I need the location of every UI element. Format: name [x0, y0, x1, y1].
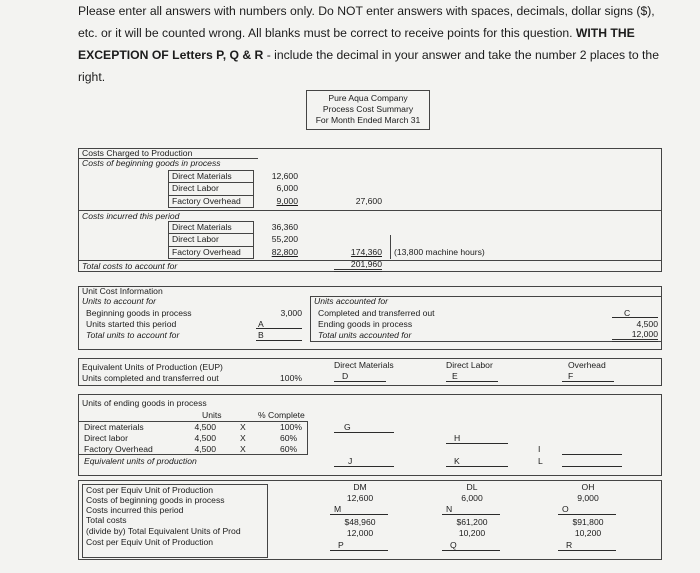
company-name: Pure Aqua Company	[328, 93, 408, 103]
eup-blank-f[interactable]: F	[568, 371, 574, 381]
total-units-label: Total units to account for	[86, 330, 180, 340]
equiv-units-label: Equivalent units of production	[84, 456, 197, 466]
cpu-dm-total: $48,960	[344, 517, 376, 527]
report-period: For Month Ended March 31	[315, 115, 421, 125]
beginning-dm-value: 12,600	[271, 171, 298, 181]
cpu-dl-beginning: 6,000	[461, 493, 483, 503]
incurred-dm-label: Direct Materials	[172, 222, 232, 232]
incurred-oh-label: Factory Overhead	[172, 247, 241, 257]
ending-units-title: Units of ending goods in process	[82, 398, 207, 408]
cpu-blank-o[interactable]: O	[562, 504, 569, 514]
beginning-units-label: Beginning goods in process	[86, 308, 192, 318]
beginning-total: 27,600	[355, 196, 382, 206]
col-direct-materials: Direct Materials	[334, 360, 394, 370]
blank-k[interactable]: K	[454, 456, 460, 466]
beginning-oh-value: 9,000	[276, 196, 298, 206]
costs-charged-title: Costs Charged to Production	[82, 148, 193, 158]
end-oh-x: X	[240, 444, 246, 454]
cpu-title: Cost per Equiv Unit of Production	[86, 485, 214, 495]
units-started-label: Units started this period	[86, 319, 177, 329]
cpu-row-divide: (divide by) Total Equivalent Units of Prod	[86, 526, 241, 536]
end-dl-x: X	[240, 433, 246, 443]
cpu-blank-q[interactable]: Q	[450, 540, 457, 550]
eup-title: Equivalent Units of Production (EUP)	[82, 362, 223, 372]
cpu-col-dm: DM	[353, 482, 367, 492]
end-dl-pct: 60%	[280, 433, 298, 443]
end-dm-x: X	[240, 422, 246, 432]
units-header: Units	[202, 410, 222, 420]
blank-g[interactable]: G	[344, 422, 351, 432]
blank-b-line	[256, 340, 302, 341]
cpu-row-beginning: Costs of beginning goods in process	[86, 495, 225, 505]
total-costs-value: 201,960	[334, 259, 382, 272]
incurred-dl-value: 55,200	[271, 234, 298, 244]
total-costs-label: Total costs to account for	[82, 261, 178, 271]
cpu-blank-n[interactable]: N	[446, 504, 453, 514]
blank-c-line	[612, 317, 658, 318]
cpu-dl-total: $61,200	[456, 517, 488, 527]
eup-blank-d[interactable]: D	[342, 371, 349, 381]
instructions-exception: WITH THE EXCEPTION OF Letters P, Q & R	[78, 26, 635, 62]
incurred-costs-label: Costs incurred this period	[82, 211, 180, 221]
cpu-col-oh: OH	[581, 482, 595, 492]
beginning-oh-label: Factory Overhead	[172, 196, 241, 206]
complete-header: % Complete	[258, 410, 305, 420]
unit-cost-title: Unit Cost Information	[82, 286, 163, 296]
units-accounted-label: Units accounted for	[314, 296, 389, 306]
cpu-row-cost-per-unit: Cost per Equiv Unit of Production	[86, 537, 214, 547]
total-units-blank-b[interactable]: B	[258, 330, 264, 340]
beginning-units-value: 3,000	[280, 308, 302, 318]
cpu-oh-beginning: 9,000	[577, 493, 599, 503]
ending-units-value: 4,500	[636, 319, 658, 329]
blank-j[interactable]: J	[348, 456, 353, 466]
eup-completed-label: Units completed and transferred out	[82, 373, 219, 383]
completed-units-label: Completed and transferred out	[318, 308, 435, 318]
cpu-row-total: Total costs	[86, 515, 127, 525]
instructions-text: Please enter all answers with numbers only. Do NOT enter answers with spaces, decimals, dollar signs ($), etc. or it will be counted wrong. All blanks must be correct to receive points for this question.	[78, 4, 655, 40]
beginning-dl-label: Direct Labor	[172, 183, 219, 193]
end-dl-units: 4,500	[194, 433, 216, 443]
incurred-oh-value: 82,800	[271, 247, 298, 257]
blank-a-line	[256, 328, 302, 329]
col-overhead: Overhead	[568, 360, 606, 370]
process-cost-summary-sheet	[72, 90, 672, 573]
beginning-costs-label: Costs of beginning goods in process	[82, 158, 221, 168]
end-dl-label: Direct labor	[84, 433, 128, 443]
col-direct-labor: Direct Labor	[446, 360, 493, 370]
completed-units-blank-c[interactable]: C	[624, 308, 631, 318]
ending-units-label: Ending goods in process	[318, 319, 413, 329]
incurred-total: 174,360	[350, 247, 382, 257]
end-oh-pct: 60%	[280, 444, 298, 454]
total-accounted-value: 12,000	[612, 329, 658, 342]
blank-l[interactable]: L	[538, 456, 543, 466]
cpu-row-incurred: Costs incurred this period	[86, 505, 184, 515]
end-oh-units: 4,500	[194, 444, 216, 454]
report-title: Process Cost Summary	[322, 104, 414, 114]
end-dm-label: Direct materials	[84, 422, 144, 432]
units-started-blank-a[interactable]: A	[258, 319, 264, 329]
cpu-dm-beginning: 12,600	[346, 493, 374, 503]
machine-hours-note: (13,800 machine hours)	[394, 247, 485, 257]
cpu-oh-eup: 10,200	[574, 528, 602, 538]
end-dm-pct: 100%	[280, 422, 302, 432]
eup-completed-pct: 100%	[280, 373, 302, 383]
total-accounted-label: Total units accounted for	[318, 330, 412, 340]
cpu-dl-eup: 10,200	[458, 528, 486, 538]
cpu-oh-total: $91,800	[572, 517, 604, 527]
cpu-dm-eup: 12,000	[346, 528, 374, 538]
cpu-blank-p[interactable]: P	[338, 540, 344, 550]
end-dm-units: 4,500	[194, 422, 216, 432]
cpu-col-dl: DL	[466, 482, 478, 492]
cpu-blank-r[interactable]: R	[566, 540, 573, 550]
instructions-text-2: - include the decimal in your answer and take the number 2 places to the right.	[78, 48, 659, 84]
beginning-dl-value: 6,000	[276, 183, 298, 193]
incurred-dm-value: 36,360	[271, 222, 298, 232]
blank-i[interactable]: I	[538, 444, 541, 454]
incurred-dl-label: Direct Labor	[172, 234, 219, 244]
units-to-account-label: Units to account for	[82, 296, 157, 306]
beginning-dm-label: Direct Materials	[172, 171, 232, 181]
cpu-blank-m[interactable]: M	[334, 504, 342, 514]
end-oh-label: Factory Overhead	[84, 444, 153, 454]
eup-blank-e[interactable]: E	[452, 371, 458, 381]
blank-h[interactable]: H	[454, 433, 461, 443]
instructions	[78, 0, 668, 88]
